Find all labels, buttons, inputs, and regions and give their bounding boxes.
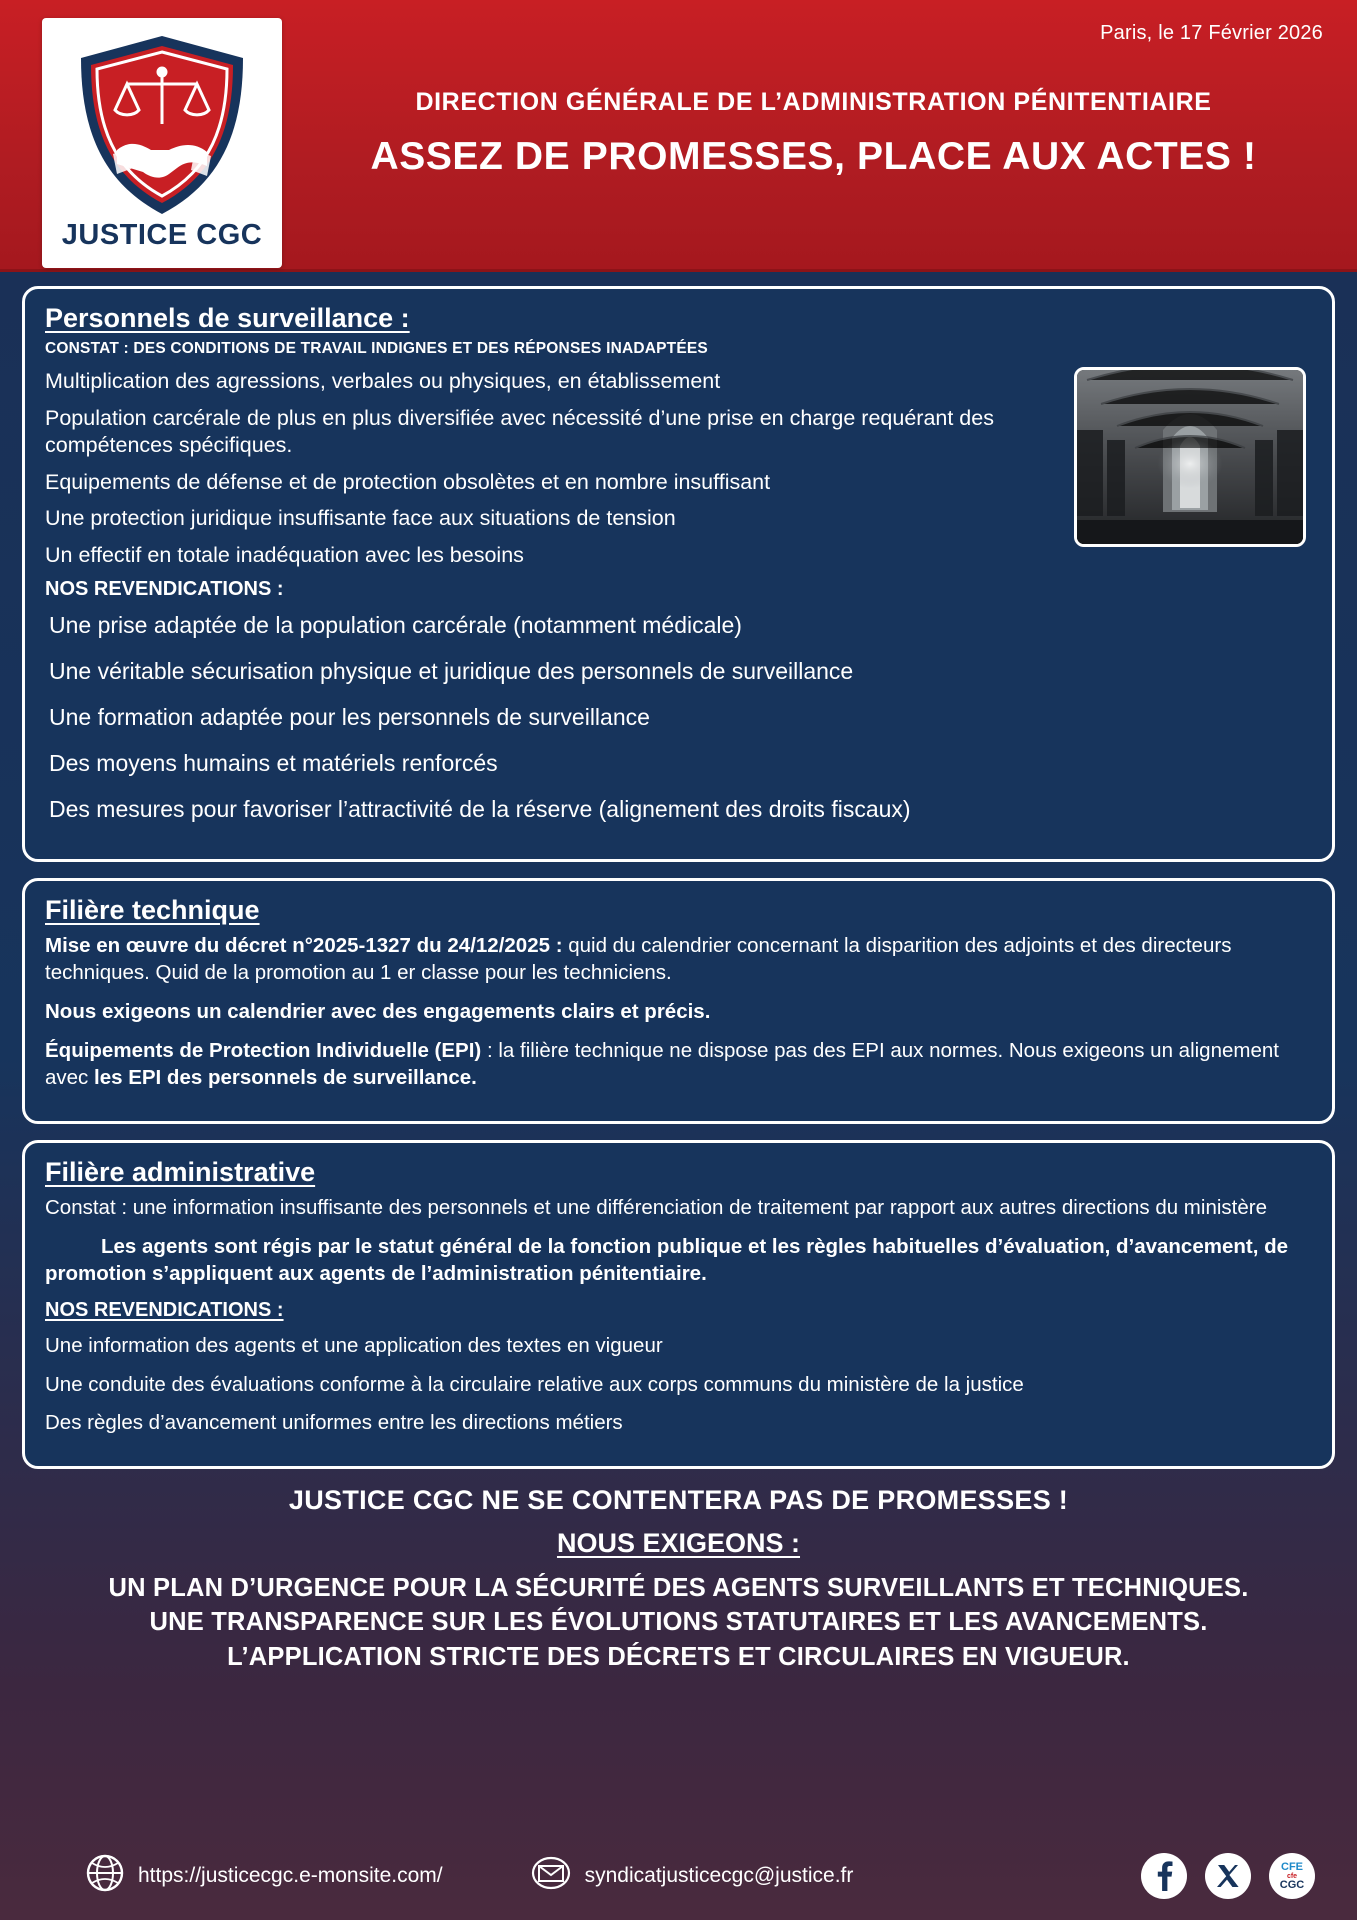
email-item[interactable] — [531, 1856, 854, 1896]
section1-revendication: Une formation adaptée pour les personnels de surveillance — [49, 703, 650, 730]
section1-line: Equipements de défense et de protection obsolètes et en nombre insuffisant — [45, 469, 771, 494]
section1-revendication: Une prise adaptée de la population carcérale (notamment médicale) — [49, 612, 742, 639]
x-twitter-icon[interactable] — [1205, 1853, 1251, 1899]
slogan-line-5: L’APPLICATION STRICTE DES DÉCRETS ET CIRCULAIRES EN VIGUEUR. — [227, 1642, 1130, 1671]
website-url[interactable]: https://justicecgc.e-monsite.com/ — [138, 1864, 443, 1887]
section2-epi-rest: : la filière technique ne dispose pas des EPI aux normes. Nous exigeons un alignement avec — [45, 1038, 1279, 1090]
cgc-line-3: CGC — [1279, 1878, 1305, 1891]
cfe-cgc-logo-icon[interactable] — [1269, 1853, 1315, 1899]
poster-footer — [0, 1832, 1357, 1920]
poster-header — [0, 0, 1357, 272]
slogans-block — [0, 1485, 1357, 1674]
section1-revendication: Des mesures pour favoriser l’attractivité de la réserve (alignement des droits fiscaux) — [49, 795, 911, 822]
globe-icon — [86, 1854, 124, 1898]
section3-revendications-label: NOS REVENDICATIONS : — [45, 1298, 284, 1321]
section1-line: Population carcérale de plus en plus diversifiée avec nécessité d’une prise en charge requérant des compétences spécifiques. — [45, 405, 994, 458]
header-subtitle: DIRECTION GÉNÉRALE DE L’ADMINISTRATION PÉNITENTIAIRE — [415, 88, 1212, 116]
section3-revendication: Une information des agents et une application des textes en vigueur — [45, 1333, 663, 1357]
header-date: Paris, le 17 Février 2026 — [1100, 22, 1323, 44]
section2-decret-bold: Mise en œuvre du décret n°2025-1327 du 24/12/2025 : — [45, 933, 563, 957]
section2-calendrier-bold: Nous exigeons un calendrier avec des engagements clairs et précis. — [45, 999, 711, 1023]
panel-filiere-technique — [22, 878, 1335, 1124]
section2-epi-bold2: les EPI des personnels de surveillance. — [94, 1066, 477, 1090]
panel-filiere-administrative — [22, 1140, 1335, 1469]
email-address[interactable]: syndicatjusticecgc@justice.fr — [584, 1864, 854, 1887]
slogan-line-3: UN PLAN D’URGENCE POUR LA SÉCURITÉ DES AGENTS SURVEILLANTS ET TECHNIQUES. — [108, 1573, 1249, 1602]
section1-line: Une protection juridique insuffisante face aux situations de tension — [45, 506, 676, 531]
section1-revendication: Des moyens humains et matériels renforcés — [49, 749, 498, 776]
slogan-line-4: UNE TRANSPARENCE SUR LES ÉVOLUTIONS STATUTAIRES ET LES AVANCEMENTS. — [149, 1608, 1208, 1637]
section3-statut-bold: Les agents sont régis par le statut général de la fonction publique et les règles habituelles d’évaluation, d’avancement, de promotion s’appliquent aux agents de l’administration pénitentiaire. — [45, 1234, 1289, 1286]
header-title: ASSEZ DE PROMESSES, PLACE AUX ACTES ! — [370, 135, 1257, 178]
section2-title: Filière technique — [45, 894, 260, 925]
logo-block — [42, 18, 282, 268]
section3-title: Filière administrative — [45, 1156, 316, 1187]
section3-revendication: Une conduite des évaluations conforme à la circulaire relative aux corps communs du ministère de la justice — [45, 1372, 1024, 1396]
slogan-line-1: JUSTICE CGC NE SE CONTENTERA PAS DE PROMESSES ! — [288, 1484, 1069, 1515]
section3-statut — [45, 1233, 1312, 1288]
shield-logo-icon — [73, 32, 251, 218]
section2-paragraph-calendrier — [45, 998, 1312, 1026]
section2-decret-rest: quid du calendrier concernant la disparition des adjoints et des directeurs techniques. Quid de la promotion au 1 er classe pour les techniciens. — [45, 933, 1232, 985]
website-item[interactable] — [86, 1854, 443, 1898]
facebook-icon[interactable] — [1141, 1853, 1187, 1899]
section1-constat: CONSTAT : DES CONDITIONS DE TRAVAIL INDIGNES ET DES RÉPONSES INADAPTÉES — [45, 340, 708, 357]
section1-line: Un effectif en totale inadéquation avec les besoins — [45, 542, 524, 567]
logo-text: JUSTICE CGC — [61, 219, 263, 251]
section3-constat: Constat : une information insuffisante des personnels et une différenciation de traitement par rapport aux autres directions du ministère — [45, 1195, 1267, 1219]
section2-epi-bold: Équipements de Protection Individuelle (EPI) — [45, 1038, 482, 1062]
cgc-line-2: cfe — [1286, 1872, 1298, 1880]
header-titles — [300, 88, 1327, 179]
prison-corridor-photo — [1074, 367, 1306, 547]
cgc-line-1: CFE — [1281, 1860, 1303, 1873]
social-links — [1141, 1853, 1315, 1899]
panel-personnels-surveillance — [22, 286, 1335, 862]
section2-paragraph-epi — [45, 1037, 1312, 1092]
section3-revendication: Des règles d’avancement uniformes entre les directions métiers — [45, 1411, 623, 1435]
section1-revendication: Une véritable sécurisation physique et juridique des personnels de surveillance — [49, 657, 854, 684]
section1-revendications-label: NOS REVENDICATIONS : — [45, 578, 284, 601]
slogan-line-2: NOUS EXIGEONS : — [556, 1527, 801, 1558]
section1-line: Multiplication des agressions, verbales ou physiques, en établissement — [45, 369, 721, 393]
section2-paragraph-decret — [45, 932, 1312, 987]
envelope-icon — [531, 1856, 571, 1896]
section1-title: Personnels de surveillance : — [45, 303, 410, 333]
